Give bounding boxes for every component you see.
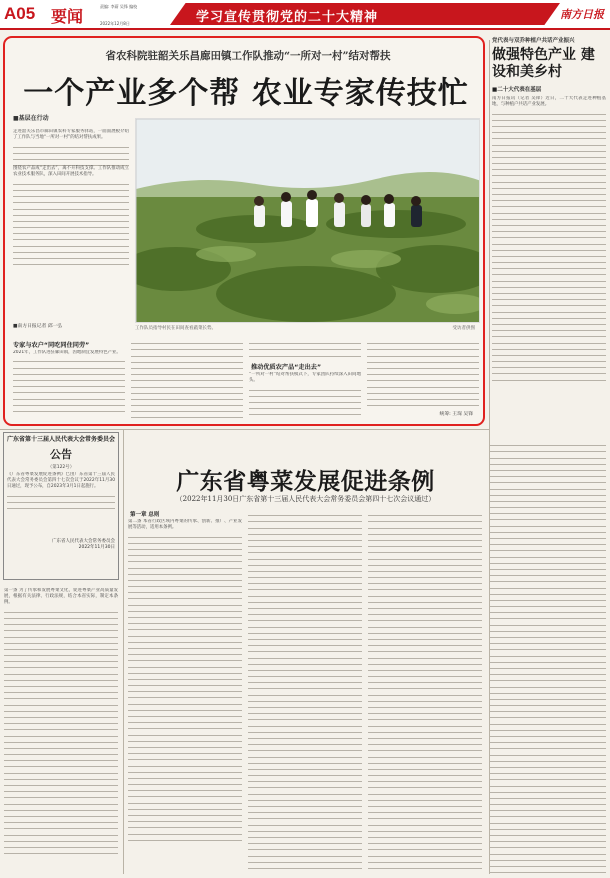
article-photo[interactable] — [135, 118, 480, 323]
article-column-1 — [13, 129, 129, 324]
right-article-kicker: 党代表与双乔种植户共话产业振兴 — [492, 38, 575, 44]
feature-article[interactable] — [3, 36, 485, 426]
column-1-lead: 走进韶关乐昌市廊田镇农科专家服务驿站，一面面展板介绍了工作队与当地“一所对一村”的结对帮扶成果。 — [13, 129, 129, 141]
article-column-5 — [367, 338, 479, 410]
slogan-text: 学习宣传贯彻党的二十大精神 — [196, 10, 379, 25]
law-text-column-1: 第一条 为了传承和发展粤菜文化，促进粤菜产业高质量发展，根据有关法律、行政法规，结合本省实际，制定本条例。 — [4, 588, 118, 874]
notice-signer: 广东省人民代表大会常务委员会 — [52, 539, 115, 544]
newspaper-logo: 南方日报 — [560, 8, 604, 21]
law-text-column-4 — [368, 510, 482, 874]
editor-info: 责编: 李蔚 吴锋 编校 — [100, 4, 138, 9]
law-text-column-5 — [490, 440, 606, 874]
section-name: 要闻 — [51, 7, 84, 26]
right-article-headline: 做强特色产业 建设和美乡村 — [492, 47, 595, 80]
law-subtitle: （2022年11月30日广东省第十三届人民代表大会常务委员会第四十七次会议通过） — [175, 495, 436, 503]
article-headline: 一个产业多个帮 农业专家传技忙 — [23, 76, 469, 111]
edition-date: 2022年12月8日 — [100, 21, 130, 26]
law-text-column-3 — [248, 510, 362, 874]
notice-body: 《广东省粤菜发展促进条例》已由广东省第十三届人民代表大会常务委员会第四十七次会议于2022年11月30日通过，现予公布，自2023年3月1日起施行。 — [7, 472, 115, 538]
article-editor-credit: 统筹: 王琛 吴锋 — [439, 412, 473, 417]
law-chapter-heading: 第一章 总则 — [130, 512, 160, 518]
right-article-subhead: ■二十大代表在基层 — [492, 87, 542, 93]
column-divider — [123, 430, 124, 874]
column-1-para-2: 围绕农产品成“走出去”，离不开科技支撑。工作队推动成立农业技术服务队，深入田间开展技术指导。 — [13, 166, 129, 178]
photo-caption: 工作队员指导村民在田间查看蔬菜长势。 — [135, 326, 216, 331]
law-text-column-2: 第二条 本省行政区域内粤菜的传承、创新、推广、产业发展等活动，适用本条例。 — [128, 519, 242, 874]
notice-date: 2022年11月30日 — [78, 545, 115, 550]
right-article-body: 南方日报讯（记者 吴锋）近日，二十大代表走进种植基地，与种植户共话产业发展。 — [492, 96, 606, 418]
section-heading-1: 专家与农户“同吃同住同劳” — [13, 342, 90, 349]
column-divider — [489, 40, 490, 874]
page-number: A05 — [4, 4, 36, 23]
notice-organization: 广东省第十三届人民代表大会常务委员会 — [7, 436, 116, 443]
public-notice[interactable] — [3, 432, 119, 580]
notice-title: 公告 — [50, 448, 72, 461]
photo-credit: 受访者供图 — [452, 326, 475, 331]
article-column-4: “一所对一村”结对帮扶模式下，专家团队持续深入田间地头。 — [249, 372, 361, 422]
article-column-4a — [249, 338, 361, 360]
article-byline: ■南方日报记者 邱一弘 — [13, 324, 63, 329]
section-heading-2: 推动优质农产品“走出去” — [251, 364, 322, 371]
right-column-article[interactable] — [492, 36, 608, 436]
article-kicker: 省农科院驻韶关乐昌廊田镇工作队推动“一所对一村”结对帮扶 — [105, 50, 391, 62]
article-column-3 — [131, 338, 243, 422]
law-title: 广东省粤菜发展促进条例 — [176, 468, 435, 495]
section-divider — [0, 429, 489, 430]
article-column-2: 2021年，工作队进驻廊田镇，因地制宜发展特色产业。 — [13, 350, 125, 422]
field-scene-image — [136, 119, 480, 323]
article-subhead: ■基层在行动 — [13, 115, 49, 122]
masthead — [0, 0, 610, 30]
notice-number: （第122号） — [47, 465, 75, 470]
